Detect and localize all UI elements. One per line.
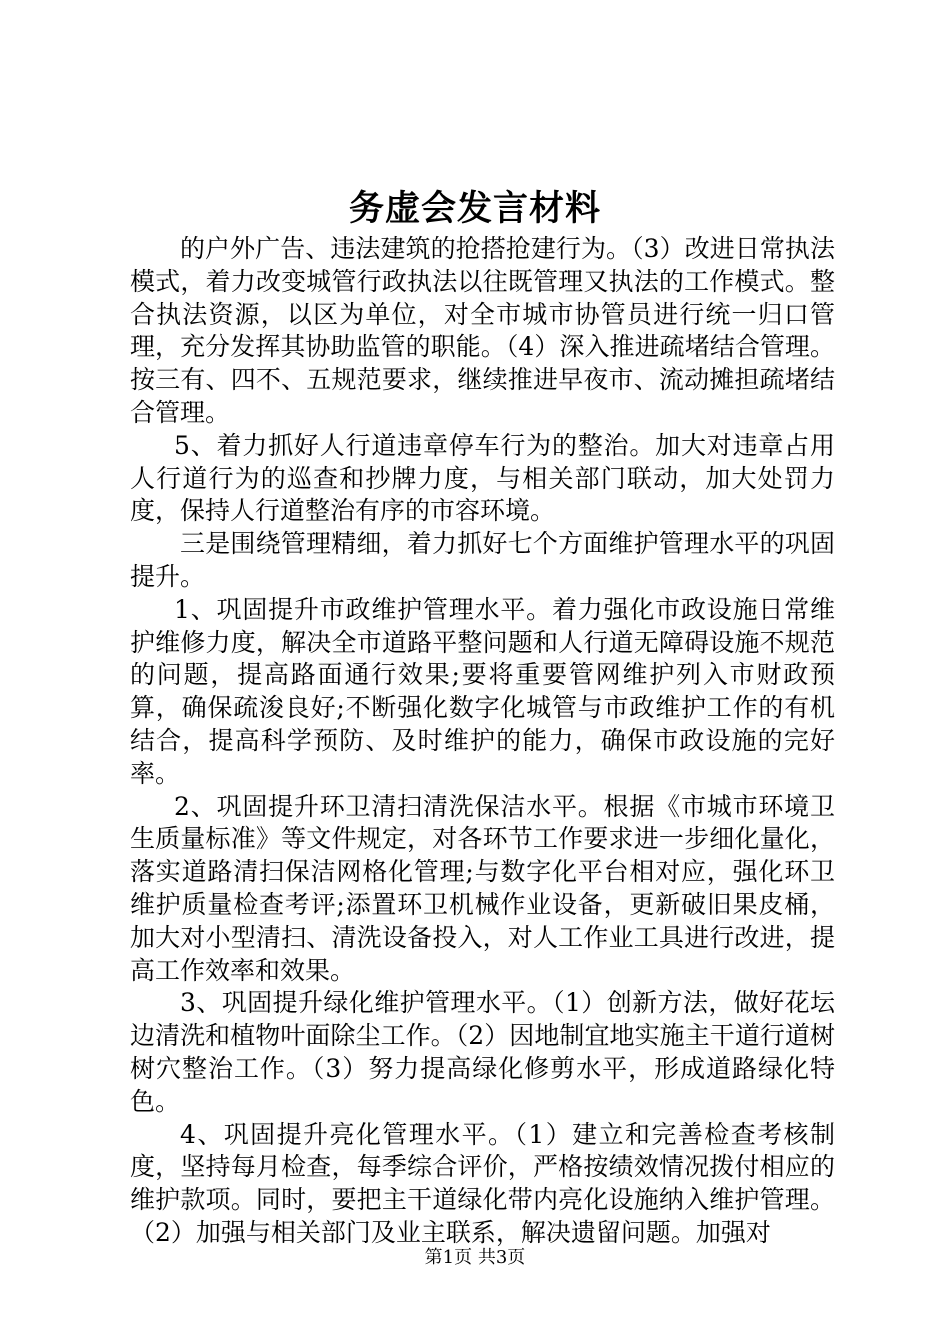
paragraph-2: 5、着力抓好人行道违章停车行为的整治。加大对违章占用人行道行为的巡查和抄牌力度，与相关部门联动，加大处罚力度，保持人行道整治有序的市容环境。	[130, 430, 835, 526]
paragraph-1: 的户外广告、违法建筑的抢搭抢建行为。（3）改进日常执法模式，着力改变城管行政执法以往既管理又执法的工作模式。整合执法资源，以区为单位，对全市城市协管员进行统一归口管理，充分发挥其协助监管的职能。（4）深入推进疏堵结合管理。按三有、四不、五规范要求，继续推进早夜市、流动摊担疏堵结合管理。	[130, 234, 835, 427]
page-footer: 第1页 共3页	[424, 1247, 526, 1268]
paragraph-6: 3、巩固提升绿化维护管理水平。（1）创新方法，做好花坛边清洗和植物叶面除尘工作。（2）因地制宜地实施主干道行道树树穴整治工作。（3）努力提高绿化修剪水平，形成道路绿化特色。	[130, 988, 835, 1116]
paragraph-3: 三是围绕管理精细，着力抓好七个方面维护管理水平的巩固提升。	[130, 529, 835, 591]
paragraph-4: 1、巩固提升市政维护管理水平。着力强化市政设施日常维护维修力度，解决全市道路平整问题和人行道无障碍设施不规范的问题，提高路面通行效果;要将重要管网维护列入市财政预算，确保疏浚良好;不断强化数字化城管与市政维护工作的有机结合，提高科学预防、及时维护的能力，确保市政设施的完好率。	[130, 594, 835, 788]
document-title: 务虚会发言材料	[348, 188, 601, 229]
paragraph-5: 2、巩固提升环卫清扫清洗保洁水平。根据《市城市环境卫生质量标准》等文件规定，对各环节工作要求进一步细化量化，落实道路清扫保洁网格化管理;与数字化平台相对应，强化环卫维护质量检查考评;添置环卫机械作业设备，更新破旧果皮桶，加大对小型清扫、清洗设备投入，对人工作业工具进行改进，提高工作效率和效果。	[130, 791, 835, 985]
document-body	[130, 233, 835, 1250]
paragraph-7: 4、巩固提升亮化管理水平。（1）建立和完善检查考核制度，坚持每月检查，每季综合评价，严格按绩效情况拨付相应的维护款项。同时，要把主干道绿化带内亮化设施纳入维护管理。（2）加强与相关部门及业主联系，解决遗留问题。加强对	[130, 1119, 835, 1247]
